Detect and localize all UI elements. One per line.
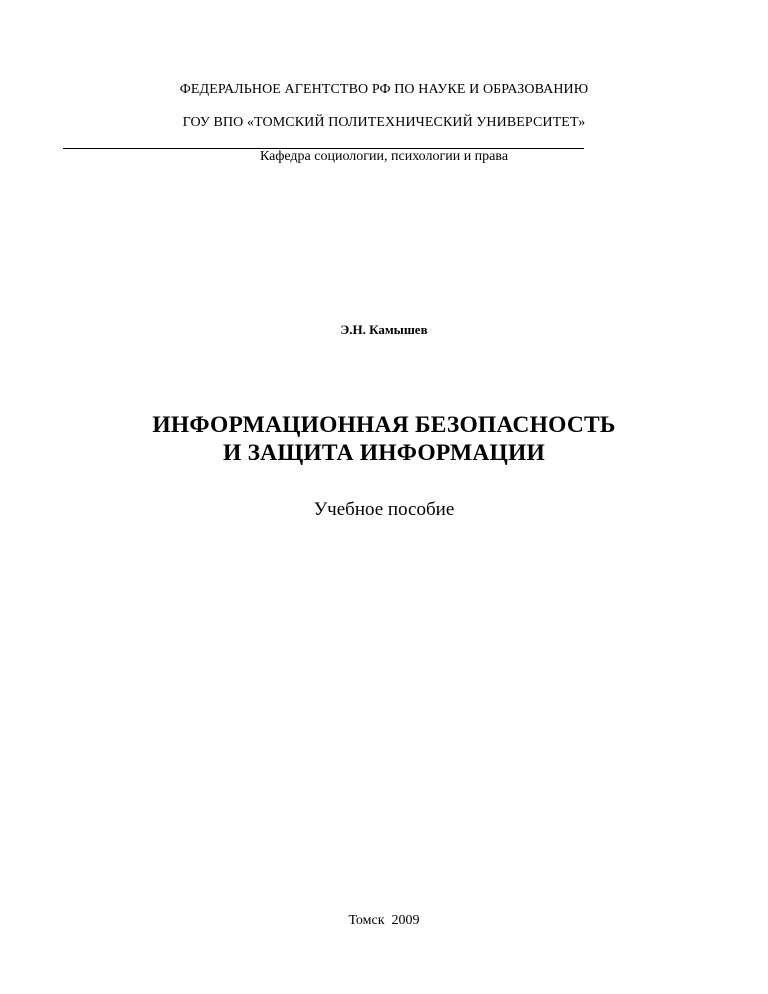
agency-name: ФЕДЕРАЛЬНОЕ АГЕНТСТВО РФ ПО НАУКЕ И ОБРАЗОВАНИЮ <box>179 82 589 97</box>
university-name: ГОУ ВПО «ТОМСКИЙ ПОЛИТЕХНИЧЕСКИЙ УНИВЕРСИТЕТ» <box>182 115 586 130</box>
title-line-1: ИНФОРМАЦИОННАЯ БЕЗОПАСНОСТЬ <box>152 412 616 438</box>
document-title <box>0 411 768 467</box>
author-name: Э.Н. Камышев <box>340 322 428 337</box>
title-line-2: И ЗАЩИТА ИНФОРМАЦИИ <box>223 440 545 466</box>
city-year: Томск 2009 <box>348 913 420 928</box>
department-name: Кафедра социологии, психологии и права <box>259 149 509 164</box>
document-subtitle: Учебное пособие <box>313 499 455 520</box>
